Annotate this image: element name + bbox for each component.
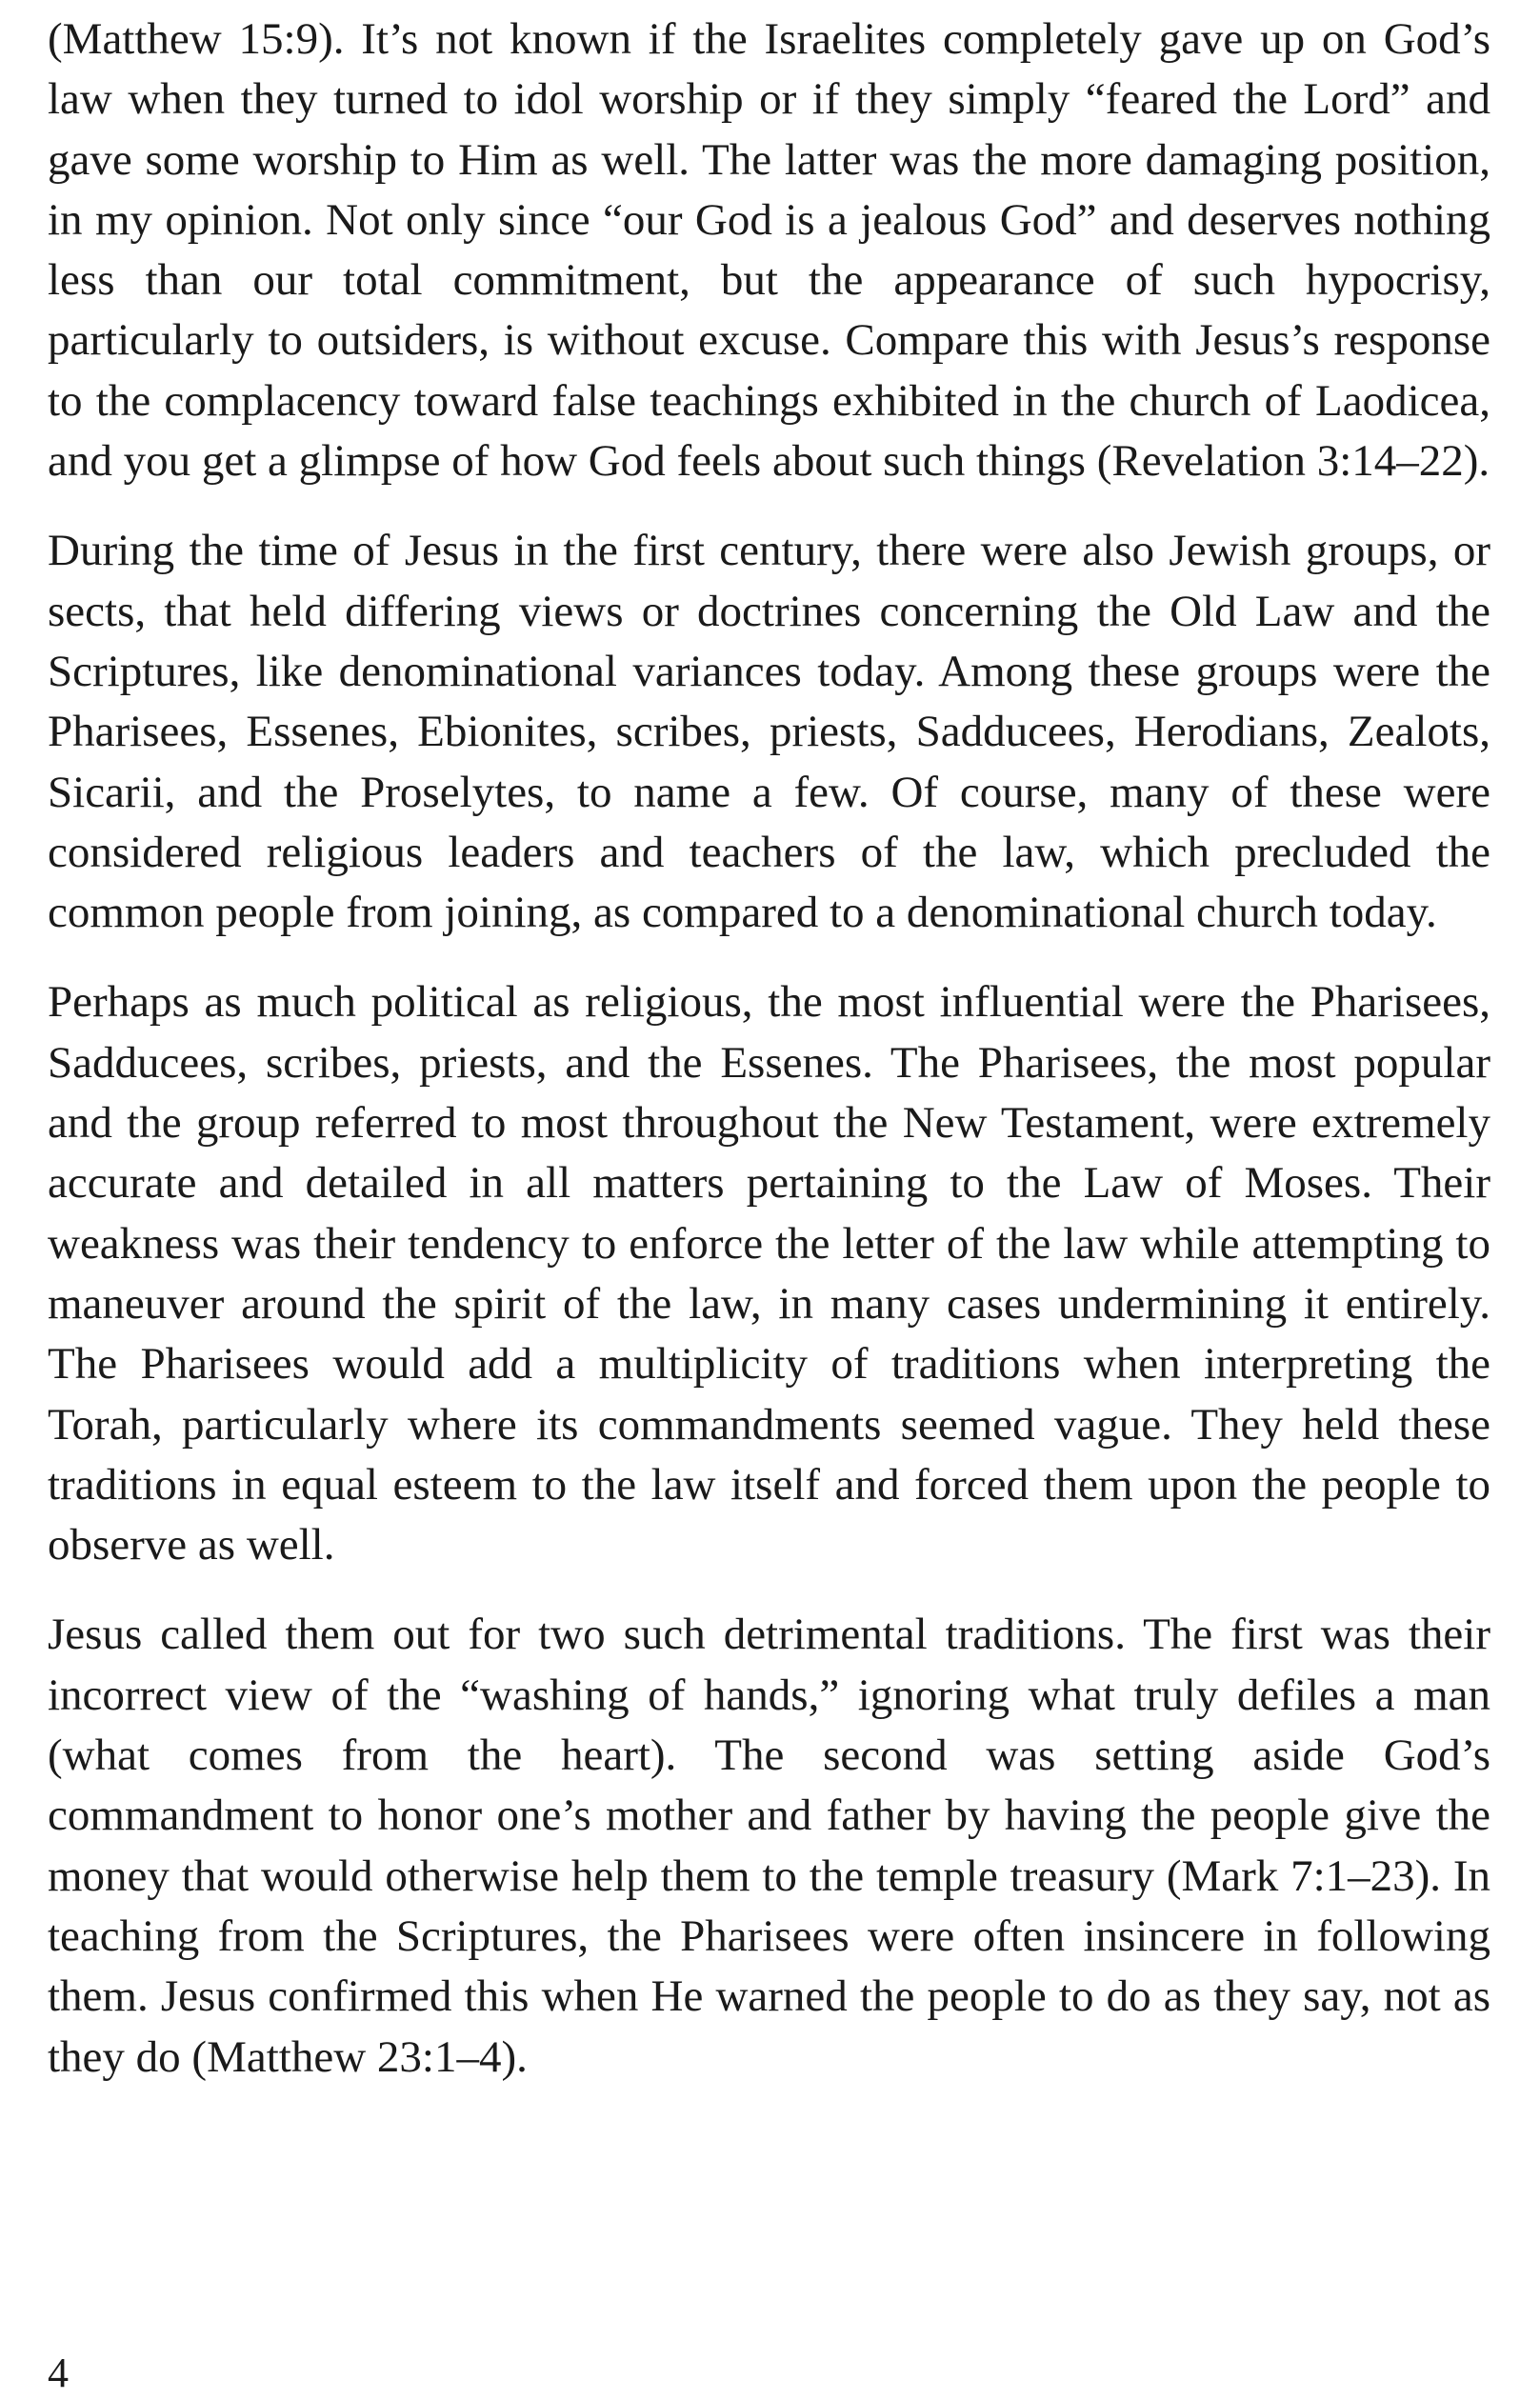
page-number: 4 — [48, 2350, 69, 2396]
paragraph-4: Jesus called them out for two such detrimental traditions. The first was their incorrect view of the “washing of hands,” ignoring what truly defiles a man (what comes from the heart). The second was setting aside God’s commandment to honor one’s mother and father by having the people give the money that would otherwise help them to the temple treasury (Mark 7:1–23). In teaching from the Scriptures, the Pharisees were often insincere in following them. Jesus confirmed this when He warned the people to do as they say, not as they do (Matthew 23:1–4). — [48, 1610, 1490, 2082]
body-text — [48, 10, 1490, 2117]
paragraph-1: (Matthew 15:9). It’s not known if the Israelites completely gave up on God’s law when they turned to idol worship or if they simply “feared the Lord” and gave some worship to Him as well. The latter was the more damaging position, in my opinion. Not only since “our God is a jealous God” and deserves nothing less than our total commitment, but the appearance of such hypocrisy, particularly to outsiders, is without excuse. Compare this with Jesus’s response to the complacency toward false teachings exhibited in the church of Laodicea, and you get a glimpse of how God feels about such things (Revelation 3:14–22). — [48, 14, 1490, 487]
paragraph-3: Perhaps as much political as religious, the most influential were the Pharisees, Sadducees, scribes, priests, and the Essenes. The Pharisees, the most popular and the group referred to most throughout the New Testament, were extremely accurate and detailed in all matters pertaining to the Law of Moses. Their weakness was their tendency to enforce the letter of the law while attempting to maneuver around the spirit of the law, in many cases undermining it entirely. The Pharisees would add a multiplicity of traditions when interpreting the Torah, particularly where its commandments seemed vague. They held these traditions in equal esteem to the law itself and forced them upon the people to observe as well. — [48, 977, 1490, 1570]
paragraph-2: During the time of Jesus in the first century, there were also Jewish groups, or sects, that held differing views or doctrines concerning the Old Law and the Scriptures, like denominational variances today. Among these groups were the Pharisees, Essenes, Ebionites, scribes, priests, Sadducees, Herodians, Zealots, Sicarii, and the Proselytes, to name a few. Of course, many of these were considered religious leaders and teachers of the law, which precluded the common people from joining, as compared to a denominational church today. — [48, 526, 1490, 938]
